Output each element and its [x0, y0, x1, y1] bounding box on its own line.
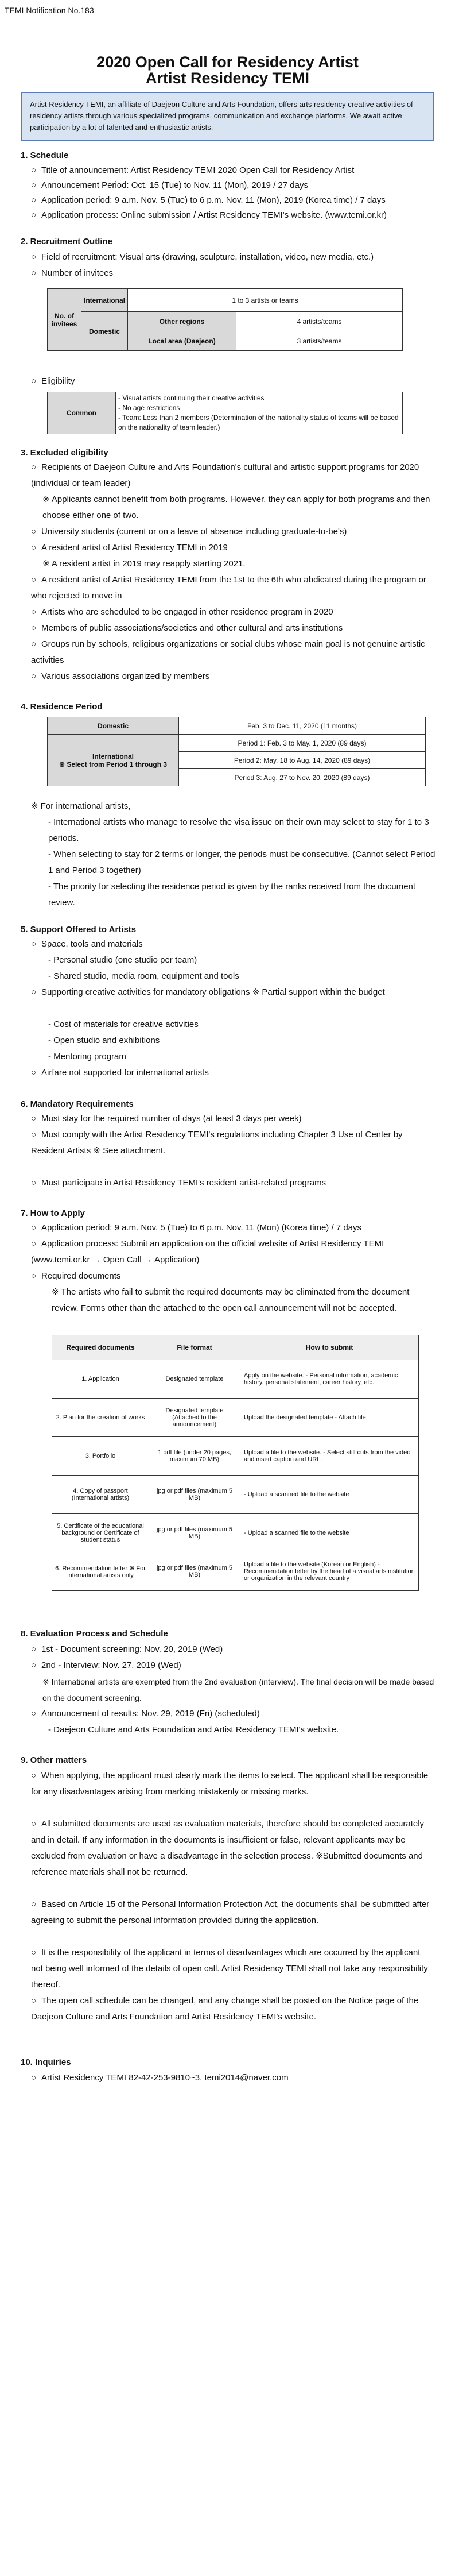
table-row: 3. Portfolio 1 pdf file (under 20 pages, maximum 70 MB) Upload a file to the website. - Select still cuts from the video and insert caption and URL.	[52, 1437, 419, 1476]
invitees-row-head: No. of invitees	[48, 289, 81, 351]
eligibility-lines: - Visual artists continuing their creative activities - No age restrictions - Team: Less than 2 members (Determination of the nationality status of teams will be based on the nationality of team leader.)	[116, 392, 403, 434]
residence-period-3: Period 3: Aug. 27 to Nov. 20, 2020 (89 days)	[179, 769, 426, 786]
other-item: ○ All submitted documents are used as evaluation materials, therefore should be completed accurately and in detail. If any information in the documents is insufficient or false, relevant applicants may be excluded from evaluation or have a disadvantage in the selection process. ※Submitted documents and reference materials shall not be returned.	[31, 1819, 425, 1877]
domestic-label: Domestic	[81, 312, 128, 351]
recruitment-field: ○ Field of recruitment: Visual arts (drawing, sculpture, installation, video, new media, etc.)	[31, 252, 374, 262]
support-item: ○ Supporting creative activities for mandatory obligations ※ Partial support within the budget	[31, 987, 385, 997]
section-other-heading: 9. Other matters	[21, 1755, 87, 1765]
intl-label: International	[81, 289, 128, 312]
section-apply-heading: 7. How to Apply	[21, 1208, 85, 1218]
documents-table	[52, 1335, 419, 1591]
inquiries-item: ○ Artist Residency TEMI 82-42-253-9810~3, temi2014@naver.com	[31, 2073, 289, 2083]
section-support-heading: 5. Support Offered to Artists	[21, 925, 137, 934]
invitees-label: ○ Number of invitees	[31, 268, 114, 278]
documents-col-head: How to submit	[240, 1335, 419, 1360]
excluded-note: ※ A resident artist in 2019 may reapply starting 2021.	[42, 559, 246, 569]
mandatory-item: ○ Must comply with the Artist Residency TEMI's regulations including Chapter 3 Use of Center by Resident Artists ※ See attachment.	[31, 1130, 403, 1156]
documents-col-head: Required documents	[52, 1335, 149, 1360]
eligibility-label: ○ Eligibility	[31, 376, 75, 386]
residence-note: ※ For international artists,	[31, 801, 131, 811]
residence-domestic-period: Feb. 3 to Dec. 11, 2020 (11 months)	[179, 717, 426, 735]
section-residence-heading: 4. Residence Period	[21, 702, 103, 712]
excluded-item: ○ A resident artist of Artist Residency TEMI in 2019	[31, 543, 228, 553]
intro-box: Artist Residency TEMI, an affiliate of Daejeon Culture and Arts Foundation, offers arts residency creative activities of residency artists through various specialized programs, communication and exchange platforms. We await active participation by a lot of talented and enthusiastic artists.	[21, 92, 434, 141]
support-item: ○ Space, tools and materials	[31, 939, 143, 949]
residence-note: - When selecting to stay for 2 terms or longer, the periods must be consecutive. (Cannot select Period 1 and Period 3 together)	[48, 849, 435, 875]
eligibility-table	[47, 392, 403, 434]
other-item: ○ Based on Article 15 of the Personal Information Protection Act, the documents shall be submitted after agreeing to submit the personal information provided during the application.	[31, 1899, 430, 1925]
residence-intl-label: International ※ Select from Period 1 through 3	[48, 735, 179, 786]
section-evaluation-heading: 8. Evaluation Process and Schedule	[21, 1629, 168, 1639]
residence-domestic-label: Domestic	[48, 717, 179, 735]
apply-item: ○ Required documents	[31, 1271, 121, 1281]
apply-note: ※ The artists who fail to submit the required documents may be eliminated from the document review. Forms other than the attached to the open call announcement will not be accepted.	[52, 1287, 410, 1313]
mandatory-item: ○ Must stay for the required number of days (at least 3 days per week)	[31, 1114, 302, 1123]
evaluation-note: ※ International artists are exempted from the 2nd evaluation (interview). The final decision will be made based on the document screening.	[42, 1677, 434, 1702]
residence-note: - The priority for selecting the residence period is given by the ranks received from the document review.	[48, 882, 416, 907]
residence-note: - International artists who manage to resolve the visa issue on their own may select to stay for 1 to 3 periods.	[48, 817, 429, 843]
excluded-item: ○ Recipients of Daejeon Culture and Arts Foundation's cultural and artistic support programs for 2020 (individual or team leader)	[31, 462, 419, 488]
page-title: 2020 Open Call for Residency Artist	[96, 53, 359, 71]
schedule-item: ○ Application period: 9 a.m. Nov. 5 (Tue) to 6 p.m. Nov. 11 (Mon), 2019 (Korea time) / 7 days	[31, 195, 386, 205]
schedule-item: ○ Announcement Period: Oct. 15 (Tue) to Nov. 11 (Mon), 2019 / 27 days	[31, 180, 308, 190]
other-item: ○ When applying, the applicant must clearly mark the items to select. The applicant shall be responsible for any disadvantages arising from marking mistakenly or missing marks.	[31, 1771, 429, 1797]
other-regions-value: 4 artists/teams	[236, 312, 403, 331]
excluded-note: ※ Applicants cannot benefit from both programs. However, they can apply for both programs and then choose either one of two.	[42, 495, 430, 520]
excluded-item: ○ Various associations organized by members	[31, 671, 210, 681]
support-sub: - Shared studio, media room, equipment and tools	[48, 971, 239, 981]
support-sub: - Cost of materials for creative activities	[48, 1019, 199, 1029]
local-area-value: 3 artists/teams	[236, 331, 403, 351]
excluded-item: ○ Artists who are scheduled to be engaged in other residence program in 2020	[31, 607, 333, 617]
apply-item: ○ Application period: 9 a.m. Nov. 5 (Tue) to 6 p.m. Nov. 11 (Mon) (Korea time) / 7 days	[31, 1223, 362, 1233]
table-row: 1. Application Designated template Apply on the website. - Personal information, academic history, personal statement, career history, etc.	[52, 1360, 419, 1399]
mandatory-item: ○ Must participate in Artist Residency TEMI's resident artist-related programs	[31, 1178, 326, 1188]
table-row: 2. Plan for the creation of works Designated template (Attached to the announcement) Upload the designated template - Attach file	[52, 1399, 419, 1437]
residence-period-1: Period 1: Feb. 3 to May. 1, 2020 (89 days)	[179, 735, 426, 752]
support-sub: - Personal studio (one studio per team)	[48, 955, 197, 965]
intl-value: 1 to 3 artists or teams	[128, 289, 403, 312]
section-mandatory-heading: 6. Mandatory Requirements	[21, 1099, 134, 1109]
table-row: 5. Certificate of the educational background or Certificate of student status jpg or pdf files (maximum 5 MB) - Upload a scanned file to the website	[52, 1514, 419, 1552]
page-title-line2: Artist Residency TEMI	[145, 69, 310, 87]
evaluation-item: ○ Announcement of results: Nov. 29, 2019 (Fri) (scheduled)	[31, 1709, 260, 1718]
evaluation-item: ○ 1st - Document screening: Nov. 20, 2019 (Wed)	[31, 1644, 223, 1654]
excluded-item: ○ University students (current or on a leave of absence including graduate-to-be's)	[31, 527, 347, 536]
section-recruitment-heading: 2. Recruitment Outline	[21, 237, 113, 246]
invitees-table	[47, 288, 403, 351]
documents-col-head: File format	[149, 1335, 240, 1360]
other-item: ○ The open call schedule can be changed, and any change shall be posted on the Notice page of the Daejeon Culture and Arts Foundation and Artist Residency TEMI's website.	[31, 1996, 419, 2022]
notice-number: TEMI Notification No.183	[5, 6, 94, 15]
excluded-item: ○ Groups run by schools, religious organizations or social clubs whose main goal is not genuine artistic activities	[31, 639, 425, 665]
apply-item: ○ Application process: Submit an application on the official website of Artist Residency TEMI (www.temi.or.kr → Open Call → Application)	[31, 1239, 384, 1265]
residence-table	[47, 717, 426, 786]
other-item: ○ It is the responsibility of the applicant in terms of disadvantages which are occurred by the applicant not being well informed of the details of open call. Artist Residency TEMI shall not take any responsibility thereof.	[31, 1948, 428, 1990]
section-excluded-heading: 3. Excluded eligibility	[21, 448, 108, 458]
eligibility-head: Common	[48, 392, 116, 434]
table-row: 4. Copy of passport (International artists) jpg or pdf files (maximum 5 MB) - Upload a scanned file to the website	[52, 1476, 419, 1514]
section-schedule-heading: 1. Schedule	[21, 150, 69, 160]
evaluation-sub: - Daejeon Culture and Arts Foundation and Artist Residency TEMI's website.	[48, 1725, 339, 1735]
residence-period-2: Period 2: May. 18 to Aug. 14, 2020 (89 days)	[179, 752, 426, 769]
other-regions-label: Other regions	[128, 312, 236, 331]
section-inquiries-heading: 10. Inquiries	[21, 2057, 71, 2067]
support-sub: - Open studio and exhibitions	[48, 1036, 160, 1045]
evaluation-item: ○ 2nd - Interview: Nov. 27, 2019 (Wed)	[31, 1660, 181, 1670]
schedule-item: ○ Title of announcement: Artist Residency TEMI 2020 Open Call for Residency Artist	[31, 165, 355, 175]
excluded-item: ○ Members of public associations/societies and other cultural and arts institutions	[31, 623, 343, 633]
support-sub: - Mentoring program	[48, 1052, 126, 1061]
local-area-label: Local area (Daejeon)	[128, 331, 236, 351]
table-row: 6. Recommendation letter ※ For international artists only jpg or pdf files (maximum 5 MB) Upload a file to the website (Korean or English) - Recommendation letter by the head of a visual arts institution or organization in the relevant country	[52, 1552, 419, 1591]
excluded-item: ○ A resident artist of Artist Residency TEMI from the 1st to the 6th who abdicated during the program or who rejected to move in	[31, 575, 426, 601]
support-item: ○ Airfare not supported for international artists	[31, 1068, 209, 1077]
schedule-item: ○ Application process: Online submission / Artist Residency TEMI's website. (www.temi.or.kr)	[31, 210, 387, 220]
